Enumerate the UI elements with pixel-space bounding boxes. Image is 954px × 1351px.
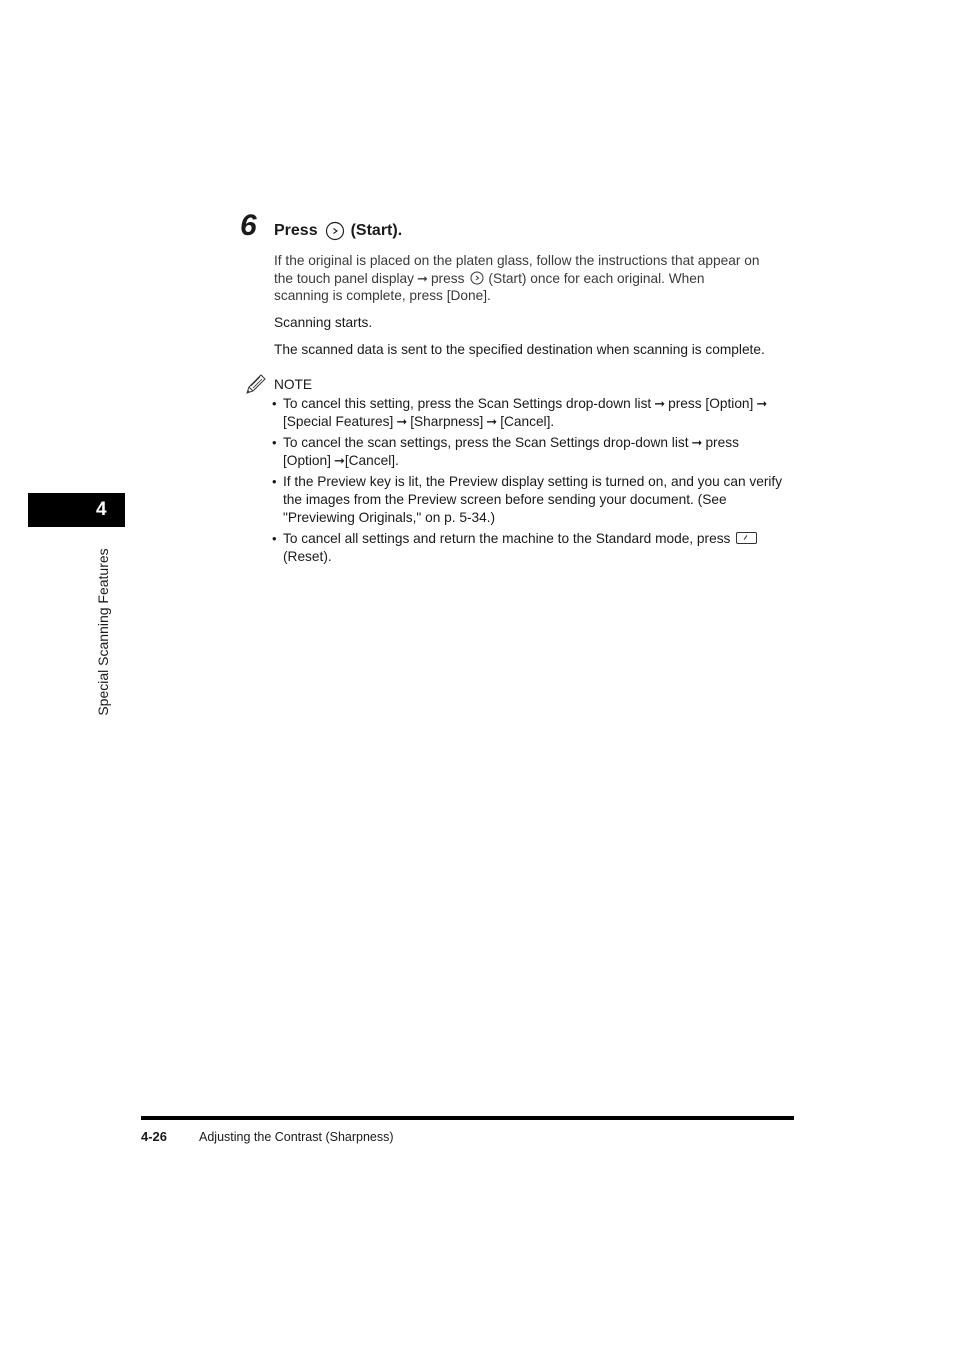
note-item-1-text-d: [Sharpness]: [410, 413, 484, 429]
note-item-3-line-1: • If the Preview key is lit, the Preview display setting is turned on, and you can verify: [283, 474, 783, 490]
note-item-3-line-3: "Previewing Originals," on p. 5-34.): [283, 509, 496, 525]
note-item-1-text-b: press [Option]: [668, 396, 754, 411]
arrow-icon: ➞: [396, 413, 408, 429]
chapter-side-label: Special Scanning Features: [95, 548, 111, 716]
substep-line-3: scanning is complete, press [Done].: [274, 288, 491, 303]
arrow-icon: ➞: [691, 435, 703, 451]
note-item-2-text-c: [Option]: [283, 452, 331, 468]
step-number: 6: [240, 209, 257, 242]
substep-line-2-b: press: [430, 270, 465, 286]
result-scanning-starts: Scanning starts.: [274, 315, 373, 330]
note-list: [272, 395, 797, 569]
substep-line-2-a: the touch panel display: [274, 270, 415, 286]
footer-rule: [141, 1116, 794, 1120]
reset-key-icon: [736, 532, 757, 544]
note-item-2-line-1: [283, 434, 797, 452]
step-title: [274, 221, 402, 241]
start-key-icon: [470, 271, 484, 285]
note-item-2-text-d: [Cancel].: [344, 452, 399, 468]
note-item-3-line-2: the images from the Preview screen before sending your document. (See: [283, 491, 727, 507]
note-item-2-text-b: press: [705, 435, 739, 451]
note-item: [272, 395, 797, 431]
arrow-icon: ➞: [654, 396, 666, 411]
page-number: 4-26: [141, 1129, 168, 1144]
note-item-4-text-a: To cancel all settings and return the machine to the Standard mode, press: [283, 531, 731, 547]
note-item-4-line-1: [283, 530, 797, 548]
note-item-2-text-a: To cancel the scan settings, press the Scan Settings drop-down list: [283, 435, 689, 451]
arrow-icon: ➞: [756, 396, 768, 411]
substep-line-2: [274, 270, 794, 288]
substep-line-2-c: (Start) once for each original. When: [488, 270, 705, 286]
note-label: NOTE: [274, 377, 313, 392]
substep-line-1: If the original is placed on the platen glass, follow the instructions that appear on: [274, 253, 760, 268]
note-item-1-line-1: [283, 395, 797, 413]
start-key-icon: [325, 221, 345, 241]
chapter-number: 4: [96, 499, 107, 520]
note-item-1-text-a: To cancel this setting, press the Scan Settings drop-down list: [283, 396, 652, 411]
chapter-tab: [28, 493, 125, 527]
note-item: [272, 434, 797, 470]
note-item-1-text-e: [Cancel].: [500, 413, 555, 429]
result-data-sent: The scanned data is sent to the specified destination when scanning is complete.: [274, 342, 765, 357]
footer-section-title: Adjusting the Contrast (Sharpness): [199, 1130, 394, 1144]
substep-text: [274, 252, 794, 305]
arrow-icon: ➞: [486, 413, 498, 429]
note-item-4-line-2: (Reset).: [283, 548, 332, 564]
step-title-start: (Start).: [350, 222, 403, 239]
note-item: [272, 473, 797, 526]
arrow-icon: ➞: [417, 270, 428, 286]
arrow-icon: ➞: [333, 452, 345, 468]
note-item: [272, 530, 797, 566]
pencil-note-icon: [245, 373, 267, 395]
note-item-2-line-2: [283, 452, 797, 470]
note-item-1-text-c: [Special Features]: [283, 413, 394, 429]
note-item-1-line-2: [283, 413, 797, 431]
step-title-press: Press: [274, 222, 318, 239]
